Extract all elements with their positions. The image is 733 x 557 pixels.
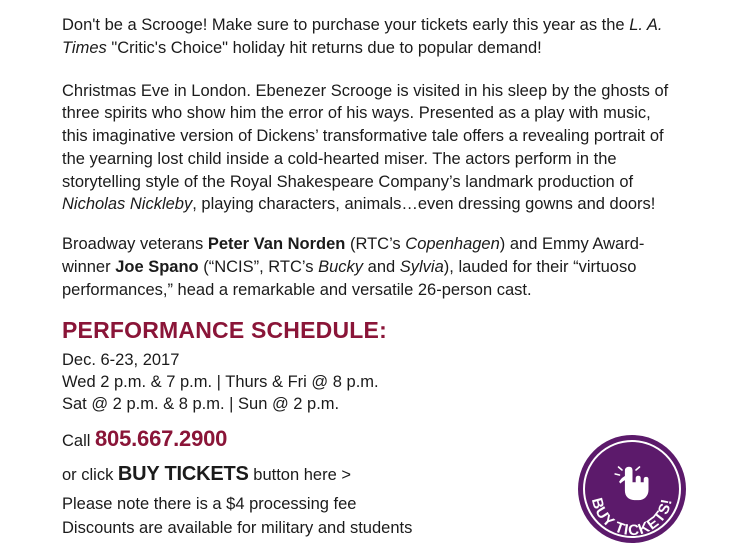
- cast-text-2: (RTC’s: [345, 235, 406, 254]
- discounts-note: Discounts are available for military and students: [62, 518, 413, 537]
- cast-text-1: Broadway veterans: [62, 235, 208, 254]
- schedule-dates: Dec. 6-23, 2017: [62, 350, 180, 369]
- lead-text-1: Don't be a Scrooge! Make sure to purchase your tickets early this year as the: [62, 16, 630, 34]
- click-prefix: or click: [62, 465, 118, 484]
- lead-italic-publication: L. A. Times: [62, 16, 663, 57]
- processing-fee-note: Please note there is a $4 processing fee: [62, 494, 357, 513]
- synopsis-paragraph: [62, 80, 673, 217]
- cast-italic-play-2: Bucky: [318, 257, 364, 276]
- svg-text:BUY TICKETS!: [588, 496, 676, 539]
- phone-number[interactable]: 805.667.2900: [95, 425, 228, 451]
- lead-text-2: "Critic's Choice" holiday hit returns due to popular demand!: [106, 38, 542, 57]
- cast-text-4: (“NCIS”, RTC’s: [198, 257, 319, 276]
- buy-tickets-badge[interactable]: [578, 435, 686, 543]
- call-label: Call: [62, 431, 96, 450]
- badge-curved-text: [578, 435, 686, 543]
- cast-text-3: ) and Emmy Award-winner: [62, 235, 645, 276]
- cast-actor-name-2: Joe Spano: [115, 257, 199, 276]
- cast-text-5: and: [363, 257, 400, 276]
- cast-italic-play-3: Sylvia: [399, 257, 444, 276]
- schedule-line-1: Wed 2 p.m. & 7 p.m. | Thurs & Fri @ 8 p.m.: [62, 372, 379, 391]
- performance-schedule-heading: PERFORMANCE SCHEDULE:: [62, 317, 387, 344]
- cast-paragraph: [62, 233, 673, 301]
- schedule-block: [62, 350, 673, 416]
- synopsis-italic-title: Nicholas Nickleby: [62, 195, 193, 214]
- cast-actor-name-1: Peter Van Norden: [207, 235, 346, 254]
- synopsis-text-1: Christmas Eve in London. Ebenezer Scrooge is visited in his sleep by the ghosts of three spirits who show him the error of his ways. Presented as a play with music, this imaginative version of Dickens’ transformative tale offers a revealing portrait of the yearning lost child inside a cold-hearted miser. The actors perform in the storytelling style of the Royal Shakespeare Company’s landmark production of: [62, 81, 669, 191]
- buy-tickets-label[interactable]: BUY TICKETS: [117, 462, 249, 485]
- lead-paragraph: [62, 14, 673, 60]
- click-suffix: button here >: [248, 465, 351, 484]
- badge-label: BUY TICKETS!: [587, 496, 676, 540]
- schedule-line-2: Sat @ 2 p.m. & 8 p.m. | Sun @ 2 p.m.: [62, 394, 340, 413]
- synopsis-text-2: , playing characters, animals…even dressing gowns and doors!: [192, 195, 656, 214]
- cast-italic-play-1: Copenhagen: [405, 235, 500, 254]
- cast-text-6: ), lauded for their “virtuoso performances,” head a remarkable and versatile 26-person cast.: [62, 257, 637, 299]
